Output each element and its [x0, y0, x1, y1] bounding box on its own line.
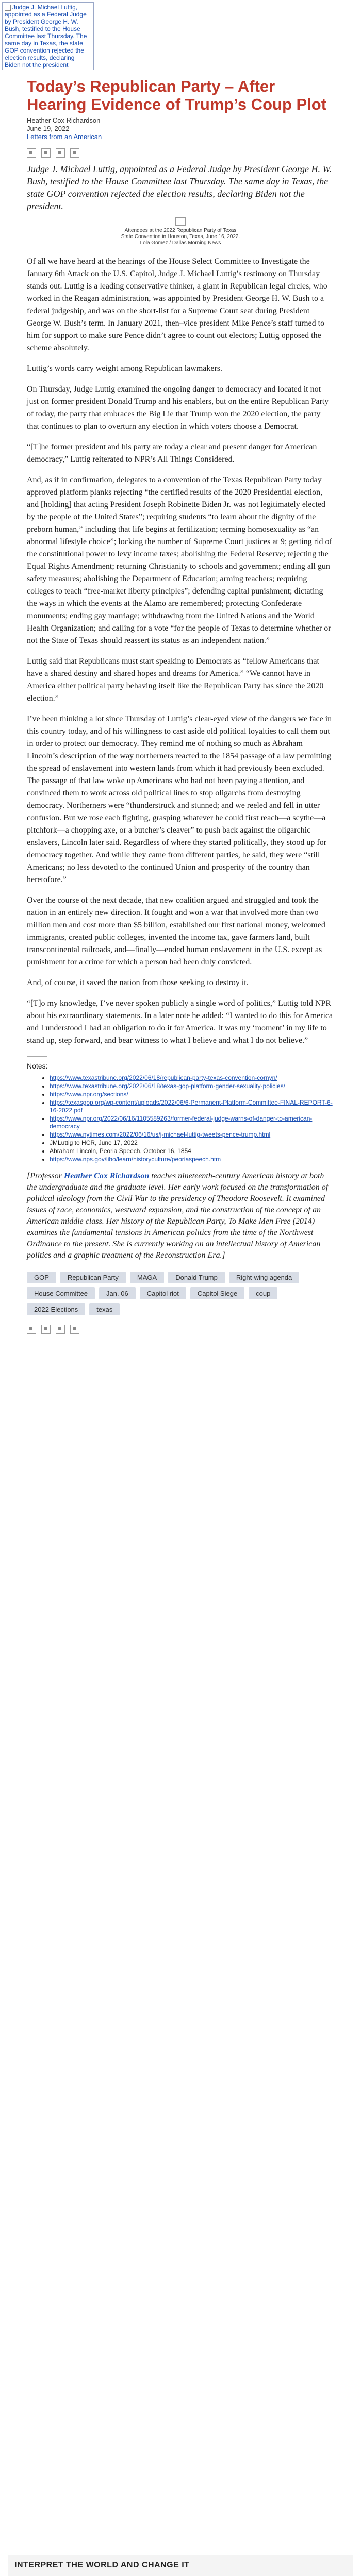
paragraph: Luttig’s words carry weight among Republican lawmakers.	[27, 364, 223, 373]
divider	[27, 1056, 47, 1057]
author-bio	[27, 1171, 334, 1261]
note-link[interactable]: https://texasgop.org/wp-content/uploads/2022/06/6-Permanent-Platform-Committee-FINAL-REPORT-6-16-2022.pdf	[50, 1099, 333, 1114]
note-link[interactable]: https://www.texastribune.org/2022/06/18/republican-party-texas-convention-cornyn/	[50, 1074, 277, 1081]
tag[interactable]: Capitol Siege	[190, 1287, 244, 1299]
article-figure	[113, 217, 248, 246]
tag[interactable]: coup	[249, 1287, 277, 1299]
paragraph: And, of course, it saved the nation from those seeking to destroy it.	[27, 978, 249, 987]
note-item	[50, 1082, 334, 1090]
note-item	[50, 1131, 334, 1139]
header-image-alt: Judge J. Michael Luttig, appointed as a Federal Judge by President George H. W. Bush, testified to the House Committee last Thursday. The same day in Texas, the state GOP convention rejected the election results, declaring Biden not the president	[5, 4, 87, 69]
share-email-icon[interactable]	[70, 148, 79, 158]
tag[interactable]: Jan. 06	[99, 1287, 136, 1299]
article-title: Today’s Republican Party – After Hearing Evidence of Trump’s Coup Plot	[27, 77, 327, 113]
paragraph: Of all we have heard at the hearings of the House Select Committee to Investigate the January 6th Attack on the U.S. Capitol, Judge J. Michael Luttig’s testimony on Thursday stands out. Luttig is a leading conservative thinker, a giant in Republican legal circles, who worked in the Reagan administration, was appointed by President George H. W. Bush to a federal judgeship, and was on the short-list for a Supreme Court seat during President George W. Bush’s term. In January 2021, then–vice president Mike Pence’s staff turned to him for support to make sure Pence didn’t agree to count out electors; Luttig opposed the scheme absolutely.	[27, 257, 327, 352]
tag-list	[27, 1272, 334, 1315]
footer-heading: INTERPRET THE WORLD AND CHANGE IT	[14, 2561, 190, 2569]
note-link[interactable]: https://www.texastribune.org/2022/06/18/texas-gop-platform-gender-sexuality-policies/	[50, 1082, 285, 1090]
note-item: • JMLuttig to HCR, June 17, 2022	[50, 1139, 334, 1147]
note-item	[50, 1099, 334, 1114]
bio-text: teaches nineteenth-century American history at both the undergraduate and the graduate level. Her early work focused on the transformation of political ideology from the Civil War to the presidency of Theodore Roosevelt. It examined issues of race, economics, westward expansion, and the construction of the concept of an American middle class. Her history of the Republican Party, To Make Men Free (2014) examines the fundamental tensions in American politics from the time of the Northwest Ordinance to the present. She is currently working on an intellectual history of American politics and a graphic treatment of the Reconstruction Era.]	[27, 1172, 329, 1260]
tag[interactable]: texas	[89, 1303, 120, 1315]
tag[interactable]: GOP	[27, 1272, 56, 1283]
tag[interactable]: MAGA	[130, 1272, 164, 1283]
footer-box	[8, 2555, 353, 2576]
bio-prefix: [Professor	[27, 1172, 64, 1180]
tag[interactable]: Republican Party	[60, 1272, 126, 1283]
article	[27, 77, 334, 1348]
paragraph: Luttig said that Republicans must start speaking to Democrats as “fellow Americans that have a shared destiny and shared hopes and dreams for America.” “We cannot have in America either political party behaving itself like the Republican Party has since the 2020 election.”	[27, 657, 324, 703]
note-item: • Abraham Lincoln, Peoria Speech, October 16, 1854	[50, 1147, 334, 1155]
figure-caption-line: State Convention in Houston, Texas, June 16, 2022.	[121, 234, 240, 240]
paragraph: And, as if in confirmation, delegates to a convention of the Texas Republican Party today approved platform planks rejecting “the certified results of the 2020 Presidential election, and [holding] that acting President Joseph Robinette Biden Jr. was not legitimately elected by the people of the United States”; requiring students “to learn about the dignity of the preborn human,” including that life begins at fertilization; terming homosexuality as “an abnormal lifestyle choice”; locking the number of Supreme Court justices at 9; getting rid of the constitutional power to levy income taxes; abolishing the Federal Reserve; rejecting the Equal Rights Amendment; returning Christianity to schools and government; ending all gun safety measures; abolishing the Department of Education; arming teachers; requiring colleges to teach “free-market liberty principles”; defending capital punishment; dictating the ways in which the events at the Alamo are remembered; protecting Confederate monuments; ending gay marriage; withdrawing from the United Nations and the World Health Organization; and calling for a vote “for the people of Texas to determine whether or not the State of Texas should reassert its status as an independent nation.”	[27, 476, 332, 645]
broken-image-icon	[5, 5, 11, 11]
paragraph: On Thursday, Judge Luttig examined the ongoing danger to democracy and located it not just on former president Donald Trump and his enablers, but on the entire Republican Party of today, the party that embraces the Big Lie that Trump won the 2020 election, the party that continues to plan to overturn any election in which voters choose a Democrat.	[27, 385, 329, 431]
share-twitter-icon[interactable]	[41, 1325, 51, 1334]
figure-caption-line: Attendees at the 2022 Republican Party of Texas	[124, 228, 237, 233]
tag[interactable]: Right-wing agenda	[229, 1272, 299, 1283]
tag[interactable]: Donald Trump	[168, 1272, 225, 1283]
note-item	[50, 1091, 334, 1098]
paragraph: Over the course of the next decade, that new coalition argued and struggled and took the nation in an entirely new direction. It fought and won a war that involved more than two million men and cost more than $5 billion, established our first national money, welcomed immigrants, created public colleges, invented the income tax, gave farmers land, built transcontinental railroads, and—finally—ended human enslavement in the U.S. except as punishment for a crime for which a person had been duly convicted.	[27, 896, 325, 967]
share-facebook-icon[interactable]	[27, 148, 36, 158]
source-link[interactable]: Letters from an American	[27, 133, 102, 141]
tag[interactable]: House Committee	[27, 1287, 95, 1299]
share-twitter-icon[interactable]	[41, 148, 51, 158]
date: June 19, 2022	[27, 125, 70, 132]
note-link[interactable]: https://www.npr.org/sections/	[50, 1091, 128, 1098]
footer	[0, 2555, 361, 2576]
notes-title: Notes:	[27, 1062, 48, 1070]
author: Heather Cox Richardson	[27, 116, 101, 124]
paragraph: “[T]he former president and his party are today a clear and present danger for American democracy,” Luttig reiterated to NPR’s All Things Considered.	[27, 443, 317, 464]
note-link[interactable]: https://www.nytimes.com/2022/06/16/us/j-michael-luttig-tweets-pence-trump.html	[50, 1131, 271, 1138]
notes-list	[27, 1074, 334, 1163]
photo-placeholder-icon	[175, 217, 186, 226]
share-bar-bottom	[27, 1325, 334, 1334]
bio-author-link[interactable]: Heather Cox Richardson	[63, 1172, 150, 1180]
note-item	[50, 1074, 334, 1082]
figure-caption-line: Lola Gomez / Dallas Morning News	[140, 240, 221, 246]
header-image	[2, 2, 94, 70]
article-lede: Judge J. Michael Luttig, appointed as a Federal Judge by President George H. W. Bush, testified to the House Committee last Thursday. The same day in Texas, the state GOP convention rejected the election results, declaring Biden not the president.	[27, 164, 332, 211]
note-link[interactable]: https://www.nps.gov/liho/learn/historyculture/peoriaspeech.htm	[50, 1156, 221, 1163]
tag[interactable]: 2022 Elections	[27, 1303, 85, 1315]
note-item	[50, 1115, 334, 1130]
note-item	[50, 1156, 334, 1163]
paragraph: I’ve been thinking a lot since Thursday of Luttig’s clear-eyed view of the dangers we face in this country today, and of his willingness to cast aside old political loyalties to call them out in order to protect our democracy. They remind me of nothing so much as Abraham Lincoln’s description of the way northerners reacted to the 1854 passage of a law permitting the spread of enslavement into western lands from which it had previously been excluded. The passage of that law woke up Americans who had not been paying attention, and convinced them to work across old political lines to stop oligarchs from destroying democracy. Northerners were “thunderstruck and stunned; and we reeled and fell in utter confusion. But we rose each fighting, grasping whatever he could first reach—a scythe—a pitchfork—a chopping axe, or a butcher’s cleaver” to push back against the oligarchic enslavers, Lincoln later said. Regardless of where they started politically, they stood up for democracy together. And while they came from different parties, he said, they were “still Americans; no less devoted to the continued Union and prosperity of the country than heretofore.”	[27, 715, 332, 884]
byline	[27, 116, 334, 141]
share-linkedin-icon[interactable]	[56, 1325, 65, 1334]
tag[interactable]: Capitol riot	[140, 1287, 186, 1299]
share-bar-top	[27, 148, 334, 158]
paragraph: “[T]o my knowledge, I’ve never spoken publicly a single word of politics,” Luttig told NPR about his extraordinary statements. In a later note he added: “I wanted to do this for America and I understood I had an obligation to do it for America. It was my ‘moment’ in my life to stand up, step forward, and bear witness to what I believe and what I do not believe.”	[27, 999, 333, 1045]
share-facebook-icon[interactable]	[27, 1325, 36, 1334]
share-linkedin-icon[interactable]	[56, 148, 65, 158]
note-link[interactable]: https://www.npr.org/2022/06/16/1105589263/former-federal-judge-warns-of-danger-to-american-democracy	[50, 1115, 313, 1130]
share-email-icon[interactable]	[70, 1325, 79, 1334]
